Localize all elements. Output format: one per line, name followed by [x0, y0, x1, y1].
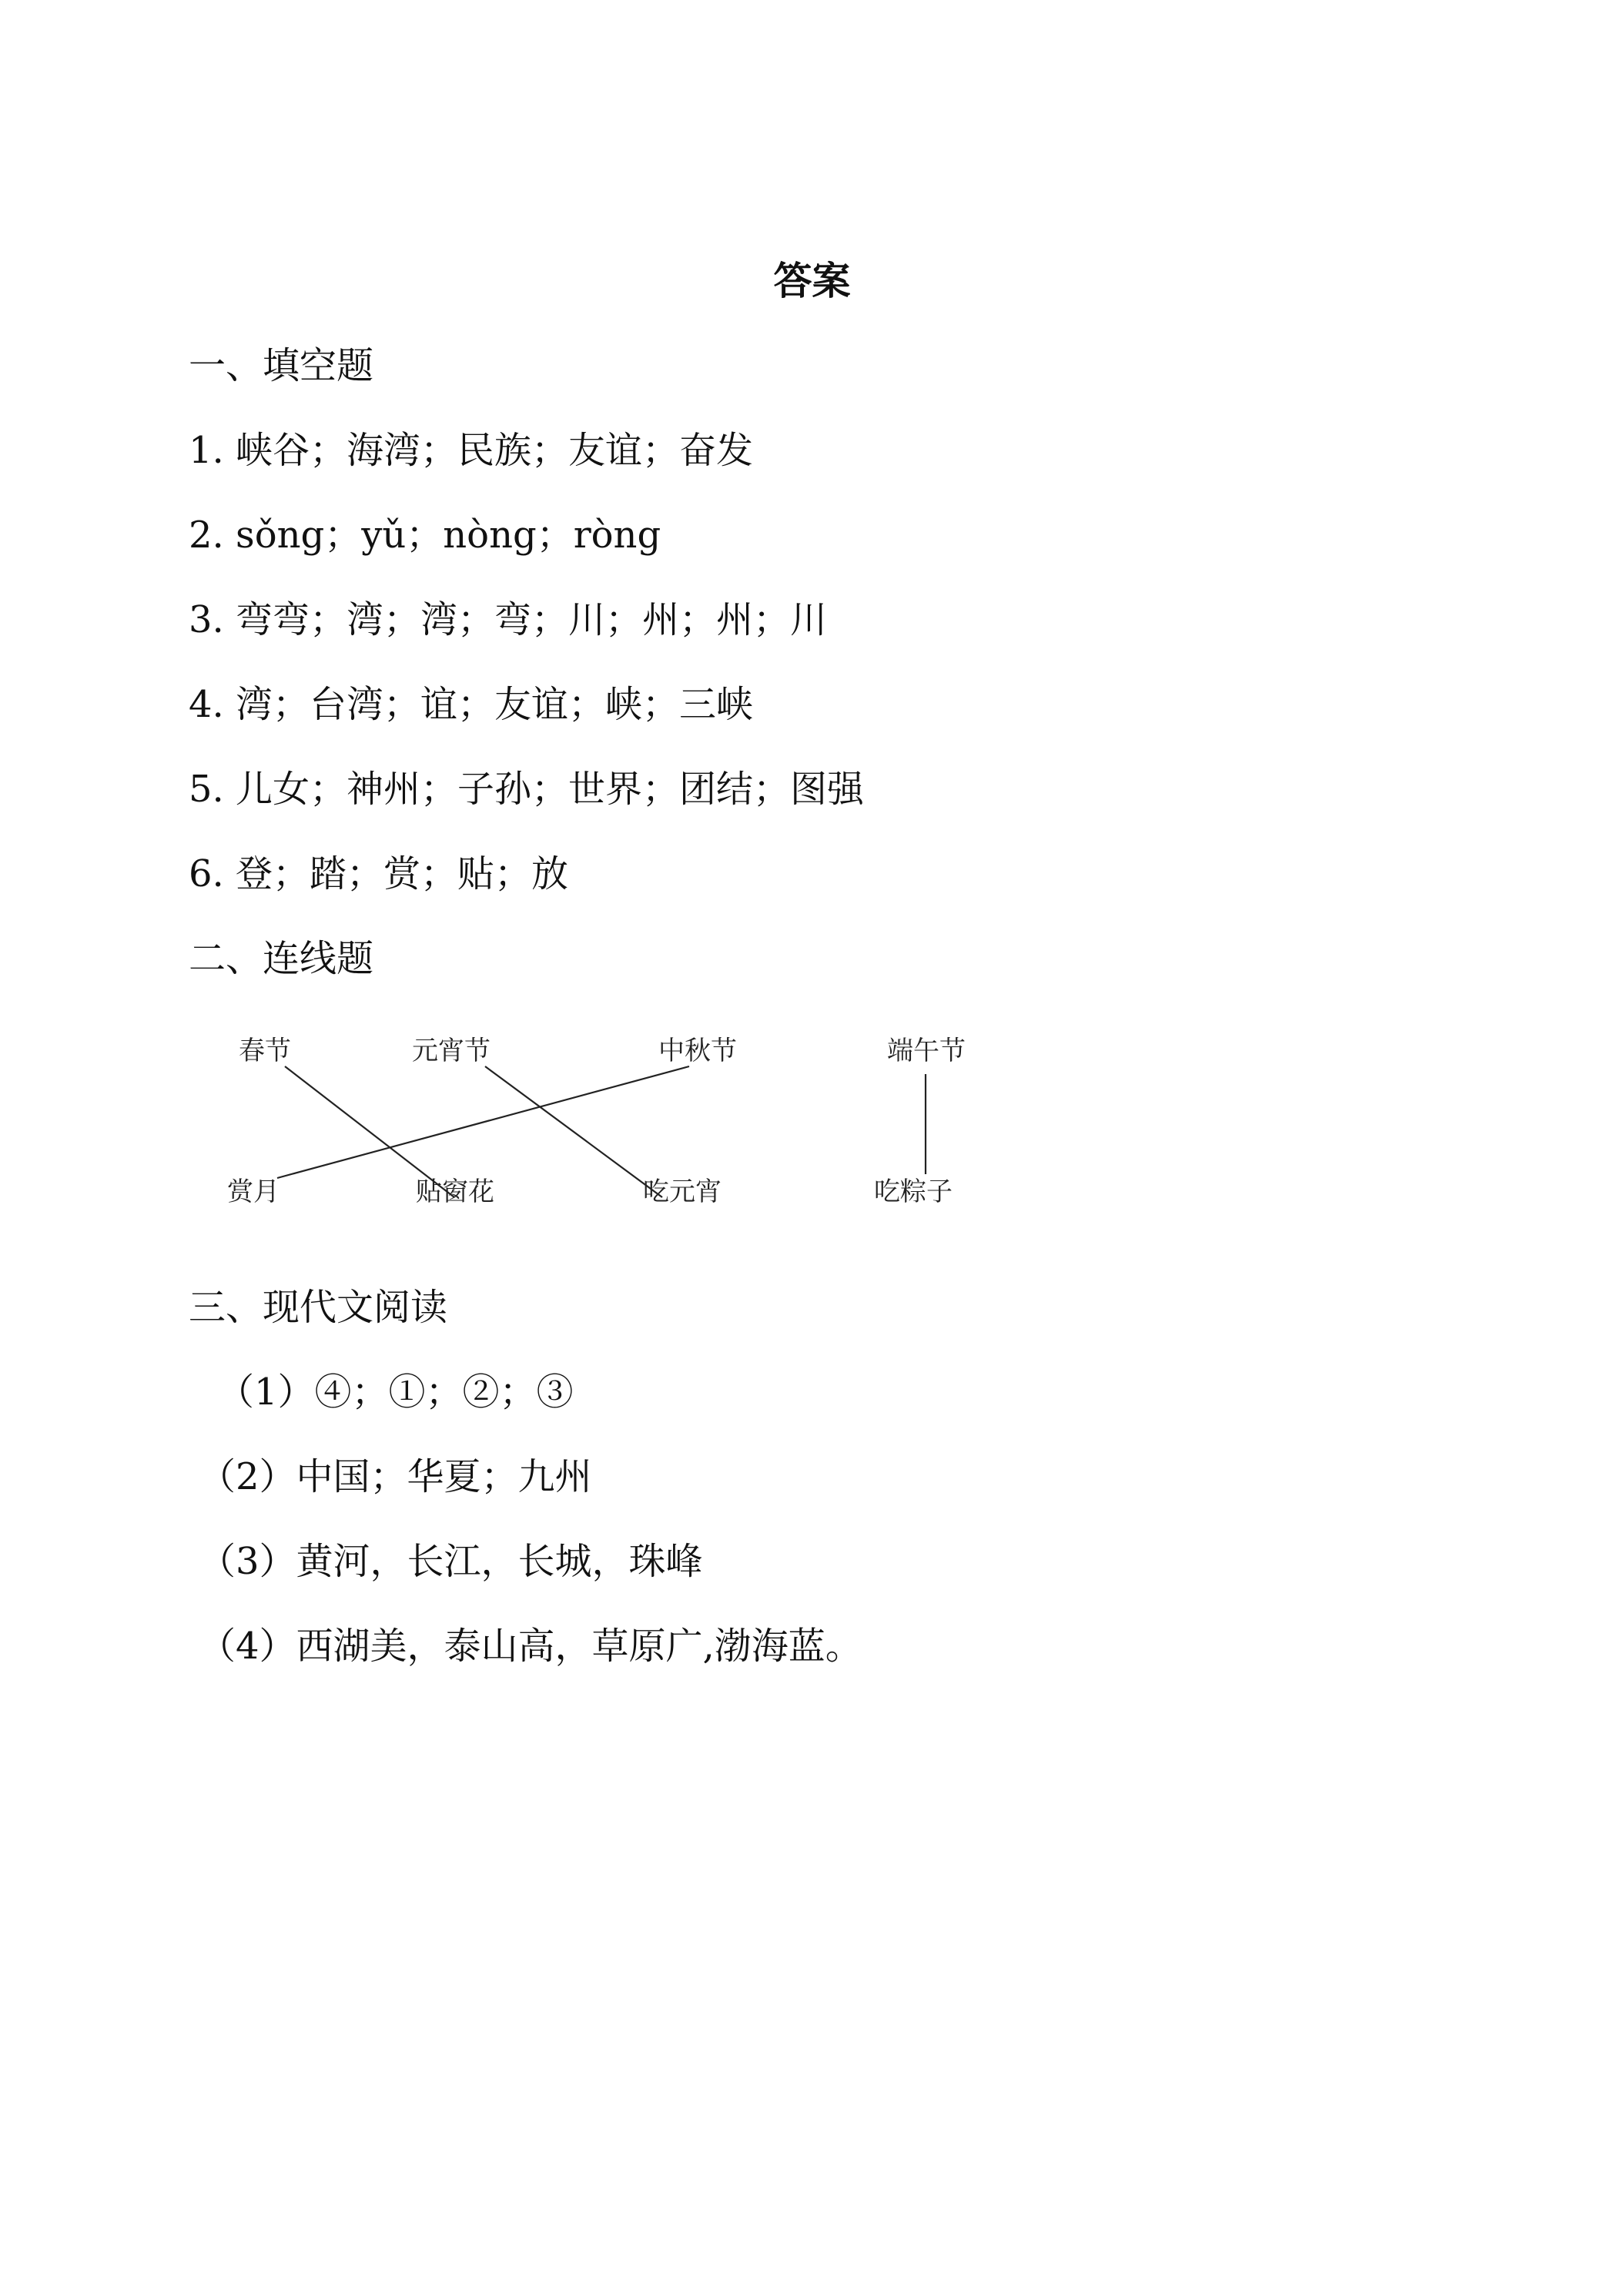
reading-answer-2: （2）中国；华夏；九州: [199, 1455, 592, 1498]
answer-line-2: 2. sǒng；yǔ；nòng；ròng: [189, 514, 661, 557]
section-heading-reading: 三、现代文阅读: [189, 1286, 448, 1329]
section-heading-matching: 二、连线题: [189, 937, 374, 980]
answer-line-5: 5. 儿女；神州；子孙；世界；团结；图强: [189, 768, 865, 811]
answer-line-6: 6. 登；踏；赏；贴；放: [189, 852, 569, 895]
top-label-mid-autumn: 中秋节: [658, 1036, 737, 1066]
reading-answer-3: （3）黄河，长江，长城，珠峰: [199, 1540, 703, 1583]
answer-line-4: 4. 湾；台湾；谊；友谊；峡；三峡: [189, 683, 754, 726]
reading-answer-4: （4）西湖美，泰山高，草原广,渤海蓝。: [199, 1625, 862, 1668]
matching-diagram: [223, 1032, 993, 1232]
top-label-lantern-festival: 元宵节: [412, 1036, 491, 1066]
bottom-label-moon-viewing: 赏月: [227, 1176, 280, 1207]
reading-answer-1: （1）④；①；②；③: [217, 1371, 574, 1414]
answer-line-1: 1. 峡谷；海湾；民族；友谊；奋发: [189, 429, 754, 472]
bottom-label-eat-zongzi: 吃粽子: [874, 1176, 953, 1207]
bottom-label-window-flowers: 贴窗花: [416, 1176, 494, 1207]
page-title: 答案: [773, 259, 851, 303]
answer-line-3: 3. 弯弯；湾；湾；弯；川；州；州；川: [189, 598, 828, 641]
section-heading-fill-blank: 一、填空题: [189, 344, 374, 387]
bottom-label-eat-yuanxiao: 吃元宵: [643, 1176, 722, 1207]
top-label-spring-festival: 春节: [239, 1036, 291, 1066]
top-label-dragon-boat: 端午节: [887, 1036, 966, 1066]
match-line-lantern-festival: [485, 1066, 662, 1197]
match-line-mid-autumn: [277, 1066, 689, 1178]
